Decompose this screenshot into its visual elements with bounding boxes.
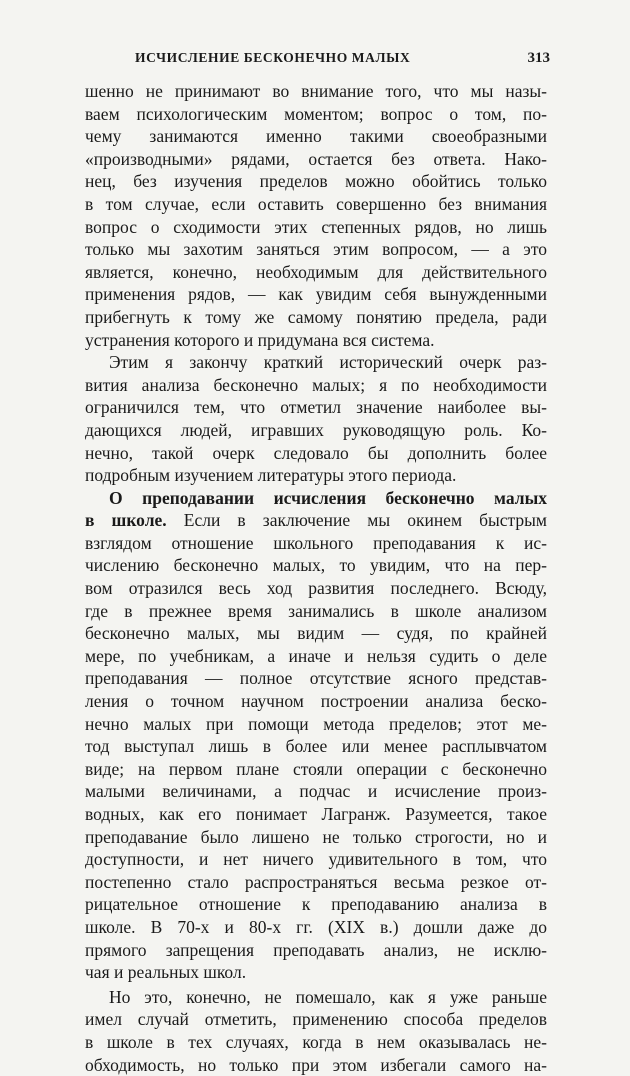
page-body [85, 80, 547, 1076]
text-line: дающихся людей, игравших руководящую роль. Ко- [85, 419, 547, 440]
text-line: чему занимаются именно такими своеобразными [85, 126, 547, 147]
text-line [85, 509, 547, 532]
running-title: ИСЧИСЛЕНИЕ БЕСКОНЕЧНО МАЛЫХ [135, 50, 411, 65]
text-line: доступности, и нет ничего удивительного в том, что [85, 849, 547, 870]
section-heading-end: в школе. [85, 510, 167, 531]
text-line: Но это, конечно, не помешало, как я уже раньше [109, 986, 547, 1007]
text-line: чая и реальных школ. [85, 962, 247, 983]
text-line: числению бесконечно малых, то увидим, что на пер- [85, 555, 547, 576]
text-line: нечно, такой очерк следовало бы дополнить более [85, 442, 547, 463]
page-number: 313 [527, 50, 550, 66]
paragraph-2 [85, 351, 547, 487]
text-line: малыми величинами, а подчас и исчисление произ- [85, 781, 547, 802]
text-line: Этим я закончу краткий исторический очерк раз- [109, 352, 547, 373]
page-header [85, 50, 550, 70]
text-line: нец, без изучения пределов можно обойтись только [85, 171, 547, 192]
text-fragment: Если в заключение мы окинем быстрым [183, 510, 547, 531]
text-line: имел случай отметить, применению способа пределов [85, 1009, 547, 1030]
text-line: вом отразился весь ход развития последнего. Всюду, [85, 578, 547, 599]
text-line: в том случае, если оставить совершенно без внимания [85, 193, 547, 214]
text-line: преподавания — полное отсутствие ясного представ- [85, 668, 547, 689]
text-line: мере, по учебникам, а иначе и нельзя судить о деле [85, 645, 547, 666]
text-line: рицательное отношение к преподаванию анализа в [85, 894, 547, 915]
text-line: прибегнуть к тому же самому понятию предела, ради [85, 306, 547, 327]
text-line: где в прежнее время занимались в школе анализом [85, 600, 547, 621]
text-line: тод выступал лишь в более или менее расплывчатом [85, 736, 547, 757]
text-line: нечно малых при помощи метода пределов; этот ме- [85, 713, 547, 734]
text-line: преподавание было лишено не только строгости, но и [85, 826, 547, 847]
text-line: прямого запрещения преподавать анализ, не исклю- [85, 939, 547, 960]
section-heading: О преподавании исчисления бесконечно малых [109, 487, 547, 508]
text-line: взглядом отношение школьного преподавания к ис- [85, 532, 547, 553]
text-line: виде; на первом плане стояли операции с бесконечно [85, 758, 547, 779]
text-line: устранения которого и придумана вся система. [85, 329, 435, 350]
text-line: постепенно стало распространяться весьма резкое от- [85, 871, 547, 892]
text-line: подробным изучением литературы этого периода. [85, 465, 457, 486]
text-line: в школе в тех случаях, когда в нем оказывалась не- [85, 1031, 547, 1052]
text-line: ваем психологическим моментом; вопрос о том, по- [85, 103, 547, 124]
text-line: бесконечно малых, мы видим — судя, по крайней [85, 623, 547, 644]
text-line: школе. В 70-х и 80-х гг. (XIX в.) дошли даже до [85, 916, 547, 937]
text-line: вопрос о сходимости этих степенных рядов, но лишь [85, 216, 547, 237]
paragraph-3 [85, 487, 547, 984]
text-line: шенно не принимают во внимание того, что мы назы- [85, 81, 547, 101]
text-line: ограничился тем, что отметил значение наиболее вы- [85, 397, 547, 418]
paragraph-4 [85, 986, 547, 1076]
text-line: только мы захотим заняться этим вопросом, — а это [85, 239, 547, 260]
text-line: ления о точном научном построении анализа беско- [85, 691, 547, 712]
text-line: «производными» рядами, остается без ответа. Нако- [85, 148, 547, 169]
text-line: является, конечно, необходимым для действительного [85, 261, 547, 282]
text-line: применения рядов, — как увидим себя вынужденными [85, 284, 547, 305]
text-line: вития анализа бесконечно малых; я по необходимости [85, 374, 547, 395]
text-line: обходимость, но только при этом избегали самого на- [85, 1054, 547, 1075]
text-line: водных, как его понимает Лагранж. Разумеется, такое [85, 804, 547, 824]
paragraph-1 [85, 80, 547, 351]
